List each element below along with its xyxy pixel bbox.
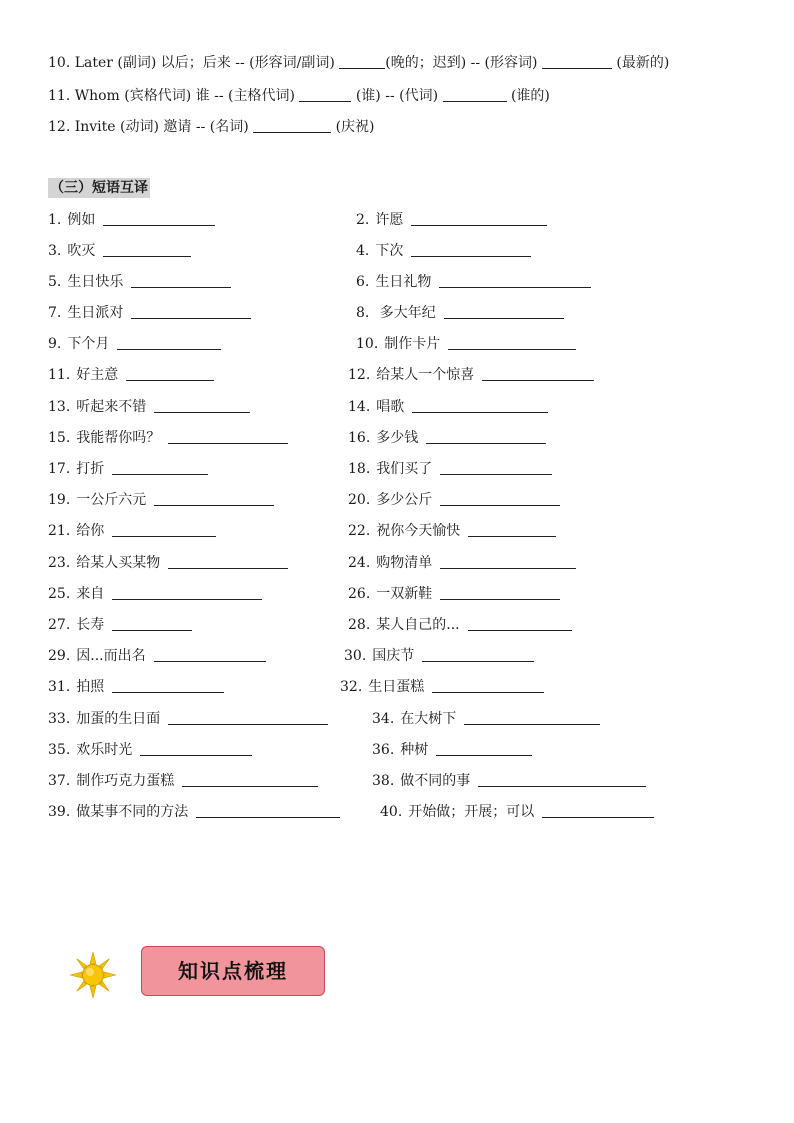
phrase-item bbox=[348, 616, 572, 634]
phrase-text: 生日礼物 bbox=[375, 274, 432, 290]
phrase-item bbox=[348, 491, 560, 509]
phrase-text: 种树 bbox=[400, 742, 429, 758]
phrase-number: 5. bbox=[48, 274, 62, 290]
answer-blank[interactable] bbox=[131, 304, 251, 319]
phrase-item bbox=[348, 585, 560, 603]
phrase-number: 36. bbox=[372, 742, 395, 758]
phrase-item bbox=[344, 647, 534, 665]
phrase-text: 生日派对 bbox=[67, 305, 124, 321]
phrase-number: 3. bbox=[48, 243, 62, 259]
phrase-number: 13. bbox=[48, 399, 71, 415]
section-title: （三）短语互译 bbox=[50, 180, 148, 196]
answer-blank[interactable] bbox=[464, 710, 600, 725]
phrase-text: 多大年纪 bbox=[375, 305, 436, 321]
answer-blank[interactable] bbox=[196, 803, 340, 818]
phrase-number: 38. bbox=[372, 773, 395, 789]
answer-blank[interactable] bbox=[412, 398, 548, 413]
phrase-number: 19. bbox=[48, 492, 71, 508]
phrase-item bbox=[48, 460, 208, 478]
phrase-number: 34. bbox=[372, 711, 395, 727]
phrase-item bbox=[348, 398, 548, 416]
phrase-item bbox=[340, 678, 544, 696]
phrase-number: 20. bbox=[348, 492, 371, 508]
phrase-text: 吹灭 bbox=[67, 243, 96, 259]
phrase-number: 7. bbox=[48, 305, 62, 321]
phrase-item bbox=[348, 522, 556, 540]
phrase-number: 28. bbox=[348, 617, 371, 633]
answer-blank[interactable] bbox=[411, 242, 531, 257]
phrase-text: 国庆节 bbox=[372, 648, 415, 664]
phrase-number: 14. bbox=[348, 399, 371, 415]
answer-blank[interactable] bbox=[253, 118, 331, 133]
phrase-item bbox=[48, 772, 318, 790]
answer-blank[interactable] bbox=[440, 460, 552, 475]
phrase-text: 给你 bbox=[76, 523, 105, 539]
phrase-number: 15. bbox=[48, 430, 71, 446]
phrase-number: 24. bbox=[348, 555, 371, 571]
answer-blank[interactable] bbox=[299, 87, 351, 102]
answer-blank[interactable] bbox=[542, 54, 612, 69]
phrase-text: 长寿 bbox=[76, 617, 105, 633]
answer-blank[interactable] bbox=[468, 616, 572, 631]
answer-blank[interactable] bbox=[112, 616, 192, 631]
vocab-text: (最新的) bbox=[611, 55, 670, 71]
answer-blank[interactable] bbox=[440, 554, 576, 569]
answer-blank[interactable] bbox=[112, 678, 224, 693]
phrase-number: 32. bbox=[340, 679, 363, 695]
phrase-number: 1. bbox=[48, 212, 62, 228]
vocab-text: 11. Whom (宾格代词) 谁 -- (主格代词) bbox=[48, 88, 300, 104]
phrase-item bbox=[48, 647, 266, 665]
phrase-item bbox=[48, 335, 221, 353]
phrase-item bbox=[48, 678, 224, 696]
phrase-text: 给某人买某物 bbox=[76, 555, 161, 571]
phrase-item bbox=[372, 710, 600, 728]
phrase-item bbox=[48, 398, 250, 416]
phrase-number: 27. bbox=[48, 617, 71, 633]
phrase-text: 某人自己的... bbox=[376, 617, 460, 633]
phrase-item bbox=[356, 242, 531, 260]
answer-blank[interactable] bbox=[182, 772, 318, 787]
phrase-number: 33. bbox=[48, 711, 71, 727]
phrase-number: 23. bbox=[48, 555, 71, 571]
answer-blank[interactable] bbox=[443, 87, 507, 102]
vocab-text: (晚的；迟到) -- (形容词) bbox=[385, 55, 542, 71]
answer-blank[interactable] bbox=[103, 211, 215, 226]
phrase-text: 一公斤六元 bbox=[76, 492, 147, 508]
answer-blank[interactable] bbox=[126, 366, 214, 381]
answer-blank[interactable] bbox=[168, 554, 288, 569]
phrase-item bbox=[348, 429, 546, 447]
answer-blank[interactable] bbox=[168, 429, 288, 444]
phrase-text: 我们买了 bbox=[376, 461, 433, 477]
phrase-number: 21. bbox=[48, 523, 71, 539]
answer-blank[interactable] bbox=[112, 460, 208, 475]
phrase-number: 29. bbox=[48, 648, 71, 664]
phrase-text: 制作卡片 bbox=[384, 336, 441, 352]
phrase-text: 加蛋的生日面 bbox=[76, 711, 161, 727]
phrase-item bbox=[348, 366, 594, 384]
answer-blank[interactable] bbox=[448, 335, 576, 350]
phrase-item bbox=[372, 741, 532, 759]
phrase-item bbox=[48, 304, 251, 322]
phrase-item bbox=[356, 273, 591, 291]
knowledge-summary-button[interactable]: 知识点梳理 bbox=[141, 946, 325, 996]
answer-blank[interactable] bbox=[154, 398, 250, 413]
phrase-text: 生日快乐 bbox=[67, 274, 124, 290]
answer-blank[interactable] bbox=[440, 491, 560, 506]
answer-blank[interactable] bbox=[112, 522, 216, 537]
phrase-text: 下次 bbox=[375, 243, 404, 259]
phrase-number: 4. bbox=[356, 243, 370, 259]
phrase-item bbox=[48, 616, 192, 634]
answer-blank[interactable] bbox=[154, 647, 266, 662]
phrase-item bbox=[48, 522, 216, 540]
phrase-number: 16. bbox=[348, 430, 371, 446]
phrase-number: 35. bbox=[48, 742, 71, 758]
phrase-text: 生日蛋糕 bbox=[368, 679, 425, 695]
phrase-item bbox=[348, 554, 576, 572]
phrase-text: 制作巧克力蛋糕 bbox=[76, 773, 175, 789]
phrase-text: 给某人一个惊喜 bbox=[376, 367, 475, 383]
phrase-text: 做不同的事 bbox=[400, 773, 471, 789]
phrase-number: 40. bbox=[380, 804, 403, 820]
phrase-text: 在大树下 bbox=[400, 711, 457, 727]
phrase-number: 12. bbox=[348, 367, 371, 383]
phrase-number: 30. bbox=[344, 648, 367, 664]
phrase-text: 开始做；开展；可以 bbox=[408, 804, 535, 820]
phrase-text: 唱歌 bbox=[376, 399, 405, 415]
vocab-line-11 bbox=[48, 87, 550, 105]
phrase-item bbox=[48, 741, 252, 759]
phrase-number: 8. bbox=[356, 305, 370, 321]
phrase-number: 26. bbox=[348, 586, 371, 602]
vocab-line-10 bbox=[48, 54, 669, 72]
phrase-item bbox=[48, 491, 274, 509]
phrase-item bbox=[348, 460, 552, 478]
vocab-text: (庆祝) bbox=[331, 119, 375, 135]
answer-blank[interactable] bbox=[103, 242, 191, 257]
answer-blank[interactable] bbox=[478, 772, 646, 787]
phrase-item bbox=[380, 803, 654, 821]
phrase-number: 10. bbox=[356, 336, 379, 352]
answer-blank[interactable] bbox=[131, 273, 231, 288]
phrase-text: 例如 bbox=[67, 212, 96, 228]
sun-icon bbox=[70, 952, 116, 998]
answer-blank[interactable] bbox=[426, 429, 546, 444]
phrase-number: 39. bbox=[48, 804, 71, 820]
phrase-number: 17. bbox=[48, 461, 71, 477]
answer-blank[interactable] bbox=[140, 741, 252, 756]
vocab-text: (谁的) bbox=[506, 88, 550, 104]
answer-blank[interactable] bbox=[468, 522, 556, 537]
phrase-text: 购物清单 bbox=[376, 555, 433, 571]
phrase-item bbox=[48, 429, 288, 447]
answer-blank[interactable] bbox=[482, 366, 594, 381]
phrase-number: 18. bbox=[348, 461, 371, 477]
answer-blank[interactable] bbox=[542, 803, 654, 818]
vocab-text: 10. Later (副词) 以后；后来 -- (形容词/副词) bbox=[48, 55, 340, 71]
phrase-item bbox=[356, 304, 564, 322]
answer-blank[interactable] bbox=[339, 54, 385, 69]
phrase-number: 31. bbox=[48, 679, 71, 695]
phrase-item bbox=[48, 554, 288, 572]
answer-blank[interactable] bbox=[154, 491, 274, 506]
phrase-text: 祝你今天愉快 bbox=[376, 523, 461, 539]
phrase-item bbox=[48, 585, 262, 603]
phrase-number: 37. bbox=[48, 773, 71, 789]
phrase-text: 拍照 bbox=[76, 679, 105, 695]
phrase-text: 因...而出名 bbox=[76, 648, 146, 664]
phrase-text: 下个月 bbox=[67, 336, 110, 352]
phrase-text: 听起来不错 bbox=[76, 399, 147, 415]
answer-blank[interactable] bbox=[168, 710, 328, 725]
phrase-number: 2. bbox=[356, 212, 370, 228]
phrase-item bbox=[48, 366, 214, 384]
vocab-text: (谁) -- (代词) bbox=[351, 88, 443, 104]
phrase-item bbox=[48, 242, 191, 260]
answer-blank[interactable] bbox=[439, 273, 591, 288]
answer-blank[interactable] bbox=[112, 585, 262, 600]
phrase-item bbox=[48, 710, 328, 728]
phrase-item bbox=[372, 772, 646, 790]
phrase-text: 好主意 bbox=[76, 367, 119, 383]
phrase-number: 11. bbox=[48, 367, 71, 383]
phrase-item bbox=[48, 803, 340, 821]
phrase-text: 做某事不同的方法 bbox=[76, 804, 189, 820]
phrase-item bbox=[356, 211, 547, 229]
phrase-item bbox=[48, 273, 231, 291]
phrase-text: 一双新鞋 bbox=[376, 586, 433, 602]
phrase-text: 打折 bbox=[76, 461, 105, 477]
phrase-text: 欢乐时光 bbox=[76, 742, 133, 758]
phrase-number: 6. bbox=[356, 274, 370, 290]
phrase-text: 许愿 bbox=[375, 212, 404, 228]
phrase-number: 22. bbox=[348, 523, 371, 539]
answer-blank[interactable] bbox=[444, 304, 564, 319]
answer-blank[interactable] bbox=[117, 335, 221, 350]
phrase-item bbox=[48, 211, 215, 229]
answer-blank[interactable] bbox=[411, 211, 547, 226]
phrase-text: 我能帮你吗？ bbox=[76, 430, 161, 446]
answer-blank[interactable] bbox=[440, 585, 560, 600]
vocab-text: 12. Invite (动词) 邀请 -- (名词) bbox=[48, 119, 254, 135]
phrase-number: 25. bbox=[48, 586, 71, 602]
phrase-item bbox=[356, 335, 576, 353]
answer-blank[interactable] bbox=[432, 678, 544, 693]
answer-blank[interactable] bbox=[422, 647, 534, 662]
phrase-text: 来自 bbox=[76, 586, 105, 602]
answer-blank[interactable] bbox=[436, 741, 532, 756]
phrase-text: 多少公斤 bbox=[376, 492, 433, 508]
phrase-text: 多少钱 bbox=[376, 430, 419, 446]
phrase-number: 9. bbox=[48, 336, 62, 352]
vocab-line-12 bbox=[48, 118, 375, 136]
